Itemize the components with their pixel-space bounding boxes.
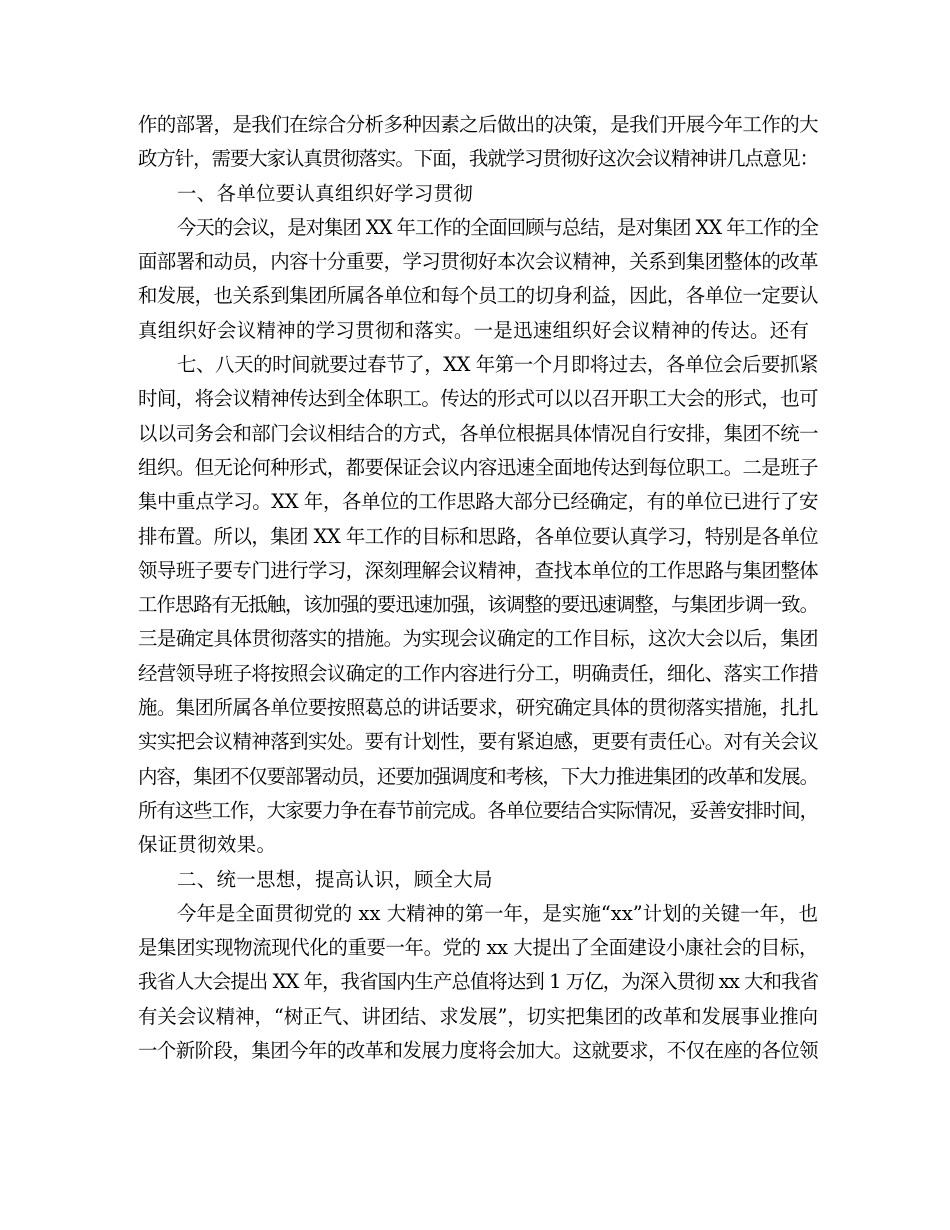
text-line: 七、八天的时间就要过春节了，XX 年第一个月即将过去，各单位会后要抓紧: [177, 353, 818, 377]
text-line: 时间，将会议精神传达到全体职工。传达的形式可以以召开职工大会的形式，也可: [138, 387, 818, 411]
text-line: 组织。但无论何种形式，都要保证会议内容迅速全面地传达到每位职工。二是班子: [138, 455, 818, 479]
text-line: 今天的会议，是对集团 XX 年工作的全面回顾与总结，是对集团 XX 年工作的全: [177, 215, 818, 239]
text-line: 排布置。所以，集团 XX 年工作的目标和思路，各单位要认真学习，特别是各单位: [138, 524, 818, 548]
text-line: 集中重点学习。XX 年，各单位的工作思路大部分已经确定，有的单位已进行了安: [138, 490, 818, 514]
text-line: 所有这些工作，大家要力争在春节前完成。各单位要结合实际情况，妥善安排时间，: [138, 798, 818, 822]
text-line: 今年是全面贯彻党的 xx 大精神的第一年，是实施“xx”计划的关键一年，也: [177, 901, 818, 925]
text-line: 三是确定具体贯彻落实的措施。为实现会议确定的工作目标，这次大会以后，集团: [138, 627, 818, 651]
text-line: 我省人大会提出 XX 年，我省国内生产总值将达到 1 万亿，为深入贯彻 xx 大和我省: [138, 970, 818, 994]
text-line: 和发展，也关系到集团所属各单位和每个员工的切身利益，因此，各单位一定要认: [138, 284, 818, 308]
text-line: 一个新阶段，集团今年的改革和发展力度将会加大。这就要求，不仅在座的各位领: [138, 1039, 818, 1063]
text-line: 作的部署，是我们在综合分析多种因素之后做出的决策，是我们开展今年工作的大: [138, 113, 818, 136]
text-line: 是集团实现物流现代化的重要一年。党的 xx 大提出了全面建设小康社会的目标，: [138, 936, 818, 960]
text-line: 二、统一思想，提高认识，顾全大局: [177, 867, 493, 891]
text-line: 以以司务会和部门会议相结合的方式，各单位根据具体情况自行安排，集团不统一: [138, 421, 818, 445]
text-line: 经营领导班子将按照会议确定的工作内容进行分工，明确责任，细化、落实工作措: [138, 661, 818, 685]
text-line: 有关会议精神，“树正气、讲团结、求发展”，切实把集团的改革和发展事业推向: [138, 1004, 818, 1028]
text-line: 施。集团所属各单位要按照葛总的讲话要求，研究确定具体的贯彻落实措施，扎扎: [138, 696, 818, 720]
text-line: 一、各单位要认真组织好学习贯彻: [177, 181, 474, 205]
text-line: 面部署和动员，内容十分重要，学习贯彻好本次会议精神，关系到集团整体的改革: [138, 250, 818, 274]
text-line: 真组织好会议精神的学习贯彻和落实。一是迅速组织好会议精神的传达。还有: [138, 318, 810, 342]
text-line: 工作思路有无抵触，该加强的要迅速加强，该调整的要迅速调整，与集团步调一致。: [138, 593, 818, 617]
text-line: 实实把会议精神落到实处。要有计划性，要有紧迫感，更要有责任心。对有关会议: [138, 730, 818, 754]
text-line: 政方针，需要大家认真贯彻落实。下面，我就学习贯彻好这次会议精神讲几点意见：: [138, 147, 818, 171]
text-line: 保证贯彻效果。: [138, 833, 277, 857]
text-line: 内容，集团不仅要部署动员，还要加强调度和考核，下大力推进集团的改革和发展。: [138, 764, 818, 788]
text-line: 领导班子要专门进行学习，深刻理解会议精神，查找本单位的工作思路与集团整体: [138, 558, 818, 582]
document-body: [138, 108, 818, 1068]
